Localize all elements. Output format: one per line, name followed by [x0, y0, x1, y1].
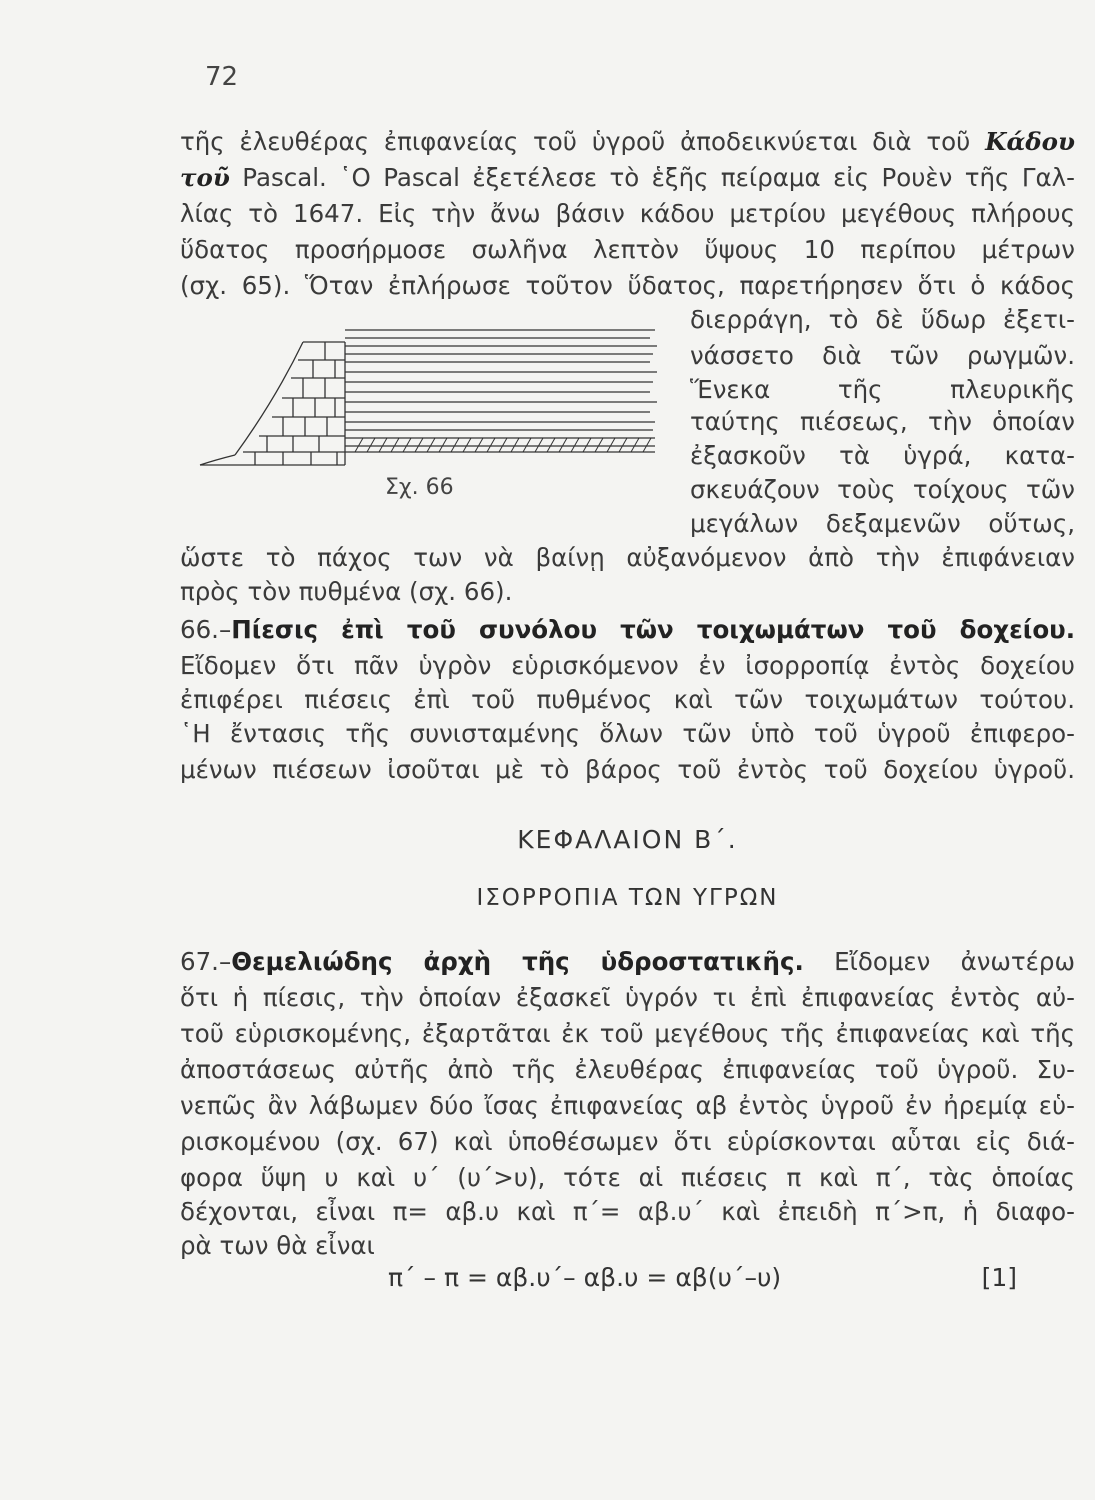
text-line [180, 160, 1075, 196]
text-line: πρὸς τὸν πυθμένα (σχ. 66). [180, 577, 513, 606]
text-line: φορα ὕψη υ καὶ υ΄ (υ΄>υ), τότε αἱ πιέσεις π καὶ π΄, τὰς ὁποίας [180, 1163, 1075, 1192]
text-line: ἐξασκοῦν τὰ ὑγρά, κατα- [690, 441, 1075, 470]
text-line: ρὰ των θὰ εἶναι [180, 1231, 375, 1260]
section-number: 67.– [180, 947, 232, 976]
text-line: ῾Η ἔντασις τῆς συνισταμένης ὅλων τῶν ὑπὸ τοῦ ὑγροῦ ἐπιφερο- [180, 719, 1075, 748]
text-line: διερράγη, τὸ δὲ ὕδωρ ἐξετι- [690, 305, 1075, 334]
text-line: λίας τὸ 1647. Εἰς τὴν ἄνω βάσιν κάδου μετρίου μεγέθους πλήρους [180, 199, 1075, 228]
text-line: Εἴδομεν ὅτι πᾶν ὑγρὸν εὑρισκόμενον ἐν ἰσορροπίᾳ ἐντὸς δοχείου [180, 651, 1075, 680]
text-line: ἐπιφέρει πιέσεις ἐπὶ τοῦ πυθμένος καὶ τῶν τοιχωμάτων τούτου. [180, 685, 1075, 714]
section-heading-line [180, 612, 1075, 648]
page-number: 72 [205, 62, 239, 92]
text-span: Εἴδομεν ἀνωτέρω [803, 947, 1075, 976]
chapter-subtitle: ΙΣΟΡΡΟΠΙΑ ΤΩΝ ΥΓΡΩΝ [476, 885, 779, 911]
text-line: ὥστε τὸ πάχος των νὰ βαίνῃ αὐξανόμενον ἀπὸ τὴν ἐπιφάνειαν [180, 543, 1075, 572]
text-line: ὅτι ἡ πίεσις, τὴν ὁποίαν ἐξασκεῖ ὑγρόν τι ἐπὶ ἐπιφανείας ἐντὸς αὐ- [180, 983, 1075, 1012]
text-line: (σχ. 65). Ὅταν ἐπλήρωσε τοῦτον ὕδατος, παρετήρησεν ὅτι ὁ κάδος [180, 271, 1075, 300]
text-line: δέχονται, εἶναι π= αβ.υ καὶ π΄= αβ.υ΄ καὶ ἐπειδὴ π΄>π, ἡ διαφο- [180, 1197, 1075, 1226]
emphasis-text: τοῦ [180, 163, 230, 192]
text-line: νάσσετο διὰ τῶν ρωγμῶν. [690, 341, 1075, 370]
text-line: μεγάλων δεξαμενῶν οὕτως, [690, 509, 1075, 538]
chapter-title: ΚΕΦΑΛΑΙΟΝ Β΄. [517, 825, 738, 854]
section-title: Θεμελιώδης ἀρχὴ τῆς ὑδροστατικῆς. [231, 947, 804, 976]
figure-wall-diagram [195, 320, 665, 480]
section-number: 66.– [180, 615, 232, 644]
text-line: ρισκομένου (σχ. 67) καὶ ὑποθέσωμεν ὅτι εὑρίσκονται αὗται εἰς διά- [180, 1127, 1075, 1156]
emphasis-text: Κάδου [985, 127, 1075, 156]
text-line: σκευάζουν τοὺς τοίχους τῶν [690, 475, 1075, 504]
equation-formula: π΄ – π = αβ.υ΄– αβ.υ = αβ(υ΄–υ) [388, 1263, 782, 1292]
text-line: Ἕνεκα τῆς πλευρικῆς [690, 375, 1075, 404]
text-line: νεπῶς ἂν λάβωμεν δύο ἴσας ἐπιφανείας αβ ἐντὸς ὑγροῦ ἐν ἠρεμίᾳ εὑ- [180, 1091, 1075, 1120]
text-span: Pascal. ῾Ο Pascal ἐξετέλεσε τὸ ἑξῆς πείραμα εἰς Ρουὲν τῆς Γαλ- [229, 163, 1075, 192]
figure-caption: Σχ. 66 [385, 475, 454, 500]
section-title: Πίεσις ἐπὶ τοῦ συνόλου τῶν τοιχωμάτων τοῦ δοχείου. [231, 615, 1075, 644]
text-line: τοῦ εὑρισκομένης, ἐξαρτᾶται ἐκ τοῦ μεγέθους τῆς ἐπιφανείας καὶ τῆς [180, 1019, 1075, 1048]
text-line [180, 124, 1075, 160]
text-line: μένων πιέσεων ἰσοῦται μὲ τὸ βάρος τοῦ ἐντὸς τοῦ δοχείου ὑγροῦ. [180, 755, 1075, 784]
text-line: ὕδατος προσήρμοσε σωλῆνα λεπτὸν ὕψους 10 περίπου μέτρων [180, 235, 1075, 264]
text-span: τῆς ἐλευθέρας ἐπιφανείας τοῦ ὑγροῦ ἀποδεικνύεται διὰ τοῦ [180, 127, 986, 156]
equation-number: [1] [981, 1263, 1017, 1292]
text-line: ταύτης πιέσεως, τὴν ὁποίαν [690, 407, 1075, 436]
text-line: ἀποστάσεως αὐτῆς ἀπὸ τῆς ἐλευθέρας ἐπιφανείας τοῦ ὑγροῦ. Συ- [180, 1055, 1075, 1084]
section-heading-line [180, 944, 1075, 980]
